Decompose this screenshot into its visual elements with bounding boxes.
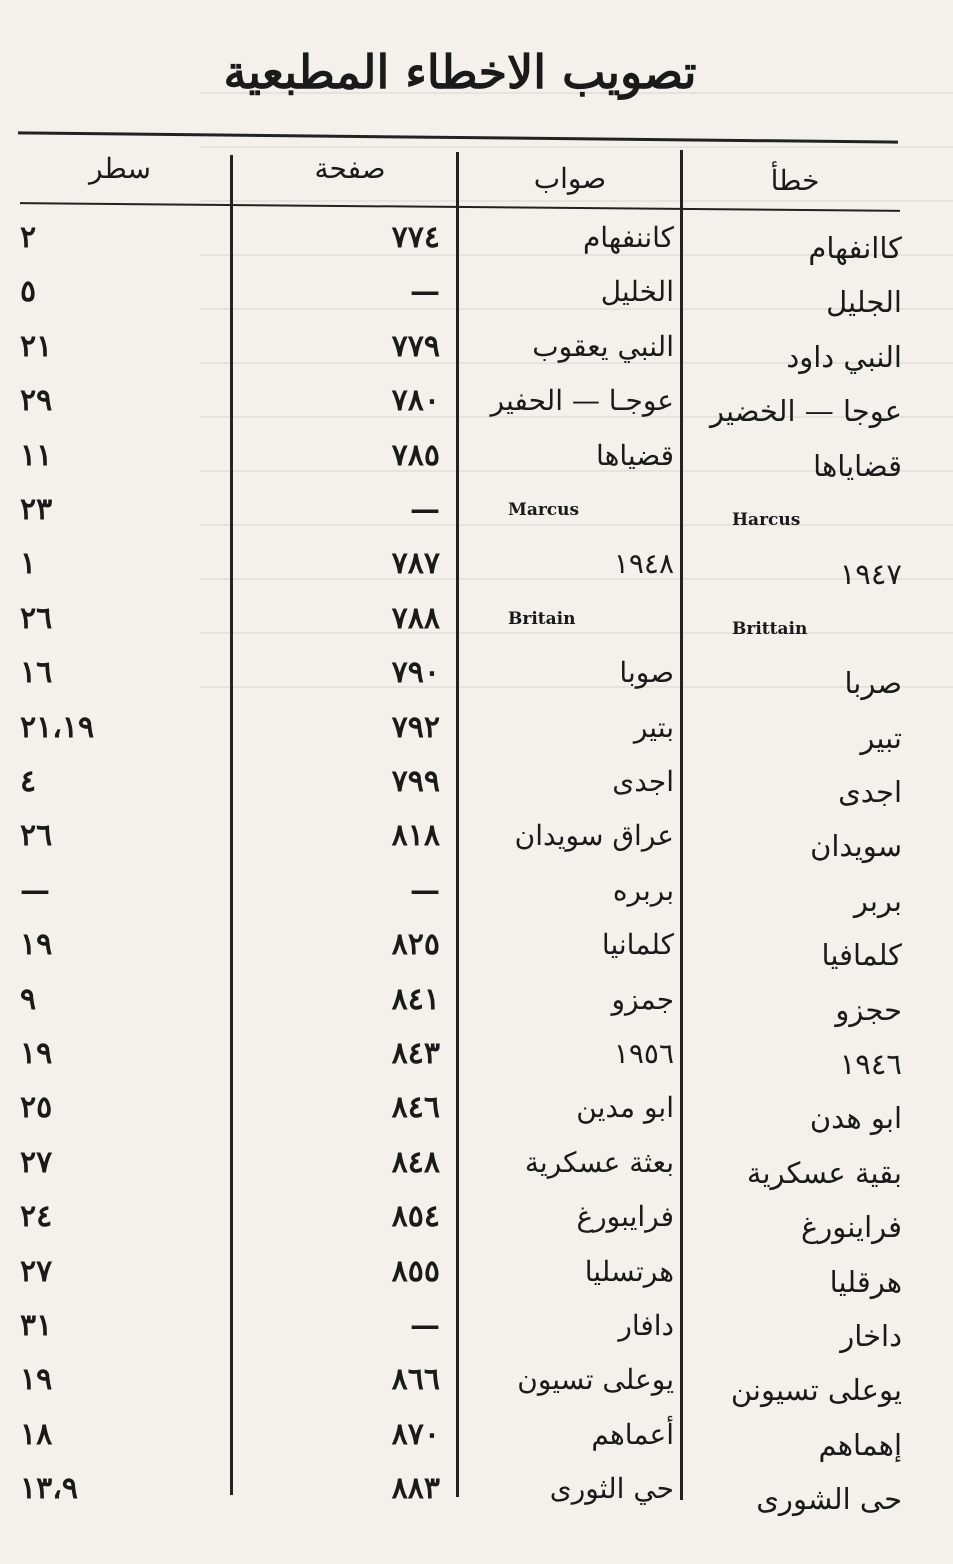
line-cell: ٣١ bbox=[20, 1308, 53, 1343]
correct-cell: حي الثورى bbox=[549, 1472, 674, 1506]
page-cell: ٨٤٦ bbox=[391, 1090, 440, 1126]
page-cell: ٧٧٤ bbox=[391, 220, 440, 255]
line-cell: ٢٣ bbox=[20, 492, 53, 527]
column-divider-1 bbox=[230, 155, 233, 1495]
wrong-cell: إهماهم bbox=[818, 1427, 902, 1462]
correct-cell: بتير bbox=[633, 710, 674, 744]
correct-cell: صوبا bbox=[619, 656, 674, 690]
correct-cell: جمزو bbox=[611, 982, 674, 1016]
top-rule bbox=[18, 131, 898, 143]
line-cell: ٤ bbox=[20, 764, 37, 799]
page-cell: ٧٩٩ bbox=[391, 764, 440, 799]
line-cell: ٢٦ bbox=[20, 818, 53, 854]
page-cell: ٨٤١ bbox=[391, 981, 440, 1017]
correct-cell: هرتسليا bbox=[584, 1254, 674, 1288]
page-cell: ٨٤٣ bbox=[391, 1036, 440, 1071]
page-cell: ٧٩٠ bbox=[391, 655, 440, 691]
wrong-cell: يوعلى تسيونن bbox=[730, 1373, 902, 1408]
wrong-cell: كاانفهام bbox=[808, 231, 902, 265]
wrong-cell: تبير bbox=[860, 720, 902, 755]
wrong-cell: فراينورغ bbox=[800, 1210, 902, 1245]
wrong-cell: صربا bbox=[844, 666, 902, 701]
page-cell: ٧٨٧ bbox=[391, 546, 440, 582]
page-cell: ٨٥٥ bbox=[391, 1253, 440, 1289]
column-divider-3 bbox=[680, 150, 683, 1500]
wrong-cell: حى الشورى bbox=[756, 1482, 902, 1517]
page-title: تصويب الاخطاء المطبعية bbox=[223, 45, 697, 99]
page-cell: ٨٤٨ bbox=[391, 1144, 440, 1180]
page-cell: — bbox=[410, 872, 440, 908]
correct-cell: ١٩٤٨ bbox=[613, 547, 674, 581]
line-cell: — bbox=[20, 872, 50, 908]
wrong-cell: كلمافيا bbox=[821, 938, 902, 973]
page-cell: ٨٦٦ bbox=[391, 1362, 440, 1398]
correct-cell: دافار bbox=[618, 1309, 674, 1342]
line-cell: ٥ bbox=[20, 274, 37, 310]
line-cell: ٢١،١٩ bbox=[20, 709, 95, 745]
wrong-cell: حجزو bbox=[835, 992, 902, 1027]
page-cell: — bbox=[410, 1308, 440, 1343]
correct-cell: اجدى bbox=[612, 765, 674, 798]
line-cell: ٢٧ bbox=[20, 1253, 53, 1289]
wrong-cell: Harcus bbox=[732, 510, 801, 530]
page-cell: — bbox=[410, 274, 440, 310]
page-cell: ٨١٨ bbox=[391, 818, 440, 854]
correct-cell: قضياها bbox=[596, 438, 674, 472]
line-cell: ١ bbox=[20, 546, 37, 582]
wrong-cell: هرقليا bbox=[829, 1264, 902, 1299]
line-cell: ١١ bbox=[20, 437, 53, 473]
wrong-cell: اجدى bbox=[838, 775, 902, 809]
header-page: صفحة bbox=[314, 152, 386, 185]
line-cell: ٩ bbox=[20, 981, 37, 1017]
wrong-cell: سويدان bbox=[810, 829, 902, 864]
line-cell: ٢١ bbox=[20, 328, 53, 364]
header-rule bbox=[20, 202, 900, 212]
correct-cell: النبي يعقوب bbox=[532, 329, 674, 363]
line-cell: ٢٤ bbox=[20, 1199, 53, 1235]
line-cell: ٢٥ bbox=[20, 1090, 53, 1126]
correct-cell: بعثة عسكرية bbox=[524, 1145, 674, 1179]
page-cell: ٧٧٩ bbox=[391, 328, 440, 364]
wrong-cell: قضاياها bbox=[813, 448, 902, 483]
wrong-cell: بقية عسكرية bbox=[746, 1155, 902, 1190]
line-cell: ١٦ bbox=[20, 655, 53, 691]
page-cell: ٧٩٢ bbox=[391, 709, 440, 745]
correct-cell: أعماهم bbox=[591, 1417, 674, 1451]
correct-cell: عراق سويدان bbox=[514, 819, 674, 853]
wrong-cell: ١٩٤٧ bbox=[839, 557, 902, 592]
wrong-cell: عوجا — الخضير bbox=[710, 394, 902, 429]
wrong-cell: النبي داود bbox=[786, 339, 902, 374]
page-cell: ٧٨٠ bbox=[391, 383, 440, 419]
header-line: سطر bbox=[89, 152, 151, 185]
page-cell: ٨٥٤ bbox=[391, 1199, 440, 1235]
wrong-cell: بربر bbox=[853, 883, 902, 918]
line-cell: ١٩ bbox=[20, 927, 53, 963]
correct-cell: Marcus bbox=[508, 500, 580, 520]
line-cell: ٢٦ bbox=[20, 600, 53, 636]
wrong-cell: الجليل bbox=[826, 285, 902, 320]
correct-cell: فرايبورغ bbox=[576, 1200, 674, 1234]
page-cell: ٧٨٨ bbox=[391, 600, 440, 636]
wrong-cell: Brittain bbox=[732, 618, 808, 639]
correct-cell: الخليل bbox=[600, 275, 674, 309]
line-cell: ١٣،٩ bbox=[20, 1471, 79, 1507]
line-cell: ٢٩ bbox=[20, 383, 53, 419]
correct-cell: عوجـا — الحفير bbox=[490, 384, 674, 418]
wrong-cell: ١٩٤٦ bbox=[839, 1047, 902, 1081]
header-wrong: خطأ bbox=[770, 164, 820, 197]
page-cell: ٨٧٠ bbox=[391, 1416, 440, 1452]
line-cell: ١٩ bbox=[20, 1036, 53, 1071]
correct-cell: يوعلى تسيون bbox=[517, 1363, 674, 1397]
column-divider-2 bbox=[456, 152, 459, 1497]
page-cell: ٧٨٥ bbox=[391, 437, 440, 473]
line-cell: ٢٧ bbox=[20, 1144, 53, 1180]
wrong-cell: داخار bbox=[840, 1319, 902, 1353]
page-cell: ٨٢٥ bbox=[391, 927, 440, 963]
correct-cell: كلمانيا bbox=[601, 928, 674, 962]
page-cell: ٨٨٣ bbox=[391, 1471, 440, 1507]
page-cell: — bbox=[410, 492, 440, 527]
correct-cell: ١٩٥٦ bbox=[613, 1037, 674, 1070]
correct-cell: ابو مدين bbox=[576, 1091, 674, 1125]
line-cell: ١٨ bbox=[20, 1416, 53, 1452]
correct-cell: بربره bbox=[612, 873, 674, 907]
header-correct: صواب bbox=[533, 162, 607, 195]
correct-cell: كاننفهام bbox=[582, 221, 674, 254]
wrong-cell: ابو هدن bbox=[809, 1101, 902, 1136]
line-cell: ٢ bbox=[20, 220, 37, 255]
line-cell: ١٩ bbox=[20, 1362, 53, 1398]
correct-cell: Britain bbox=[508, 608, 576, 629]
